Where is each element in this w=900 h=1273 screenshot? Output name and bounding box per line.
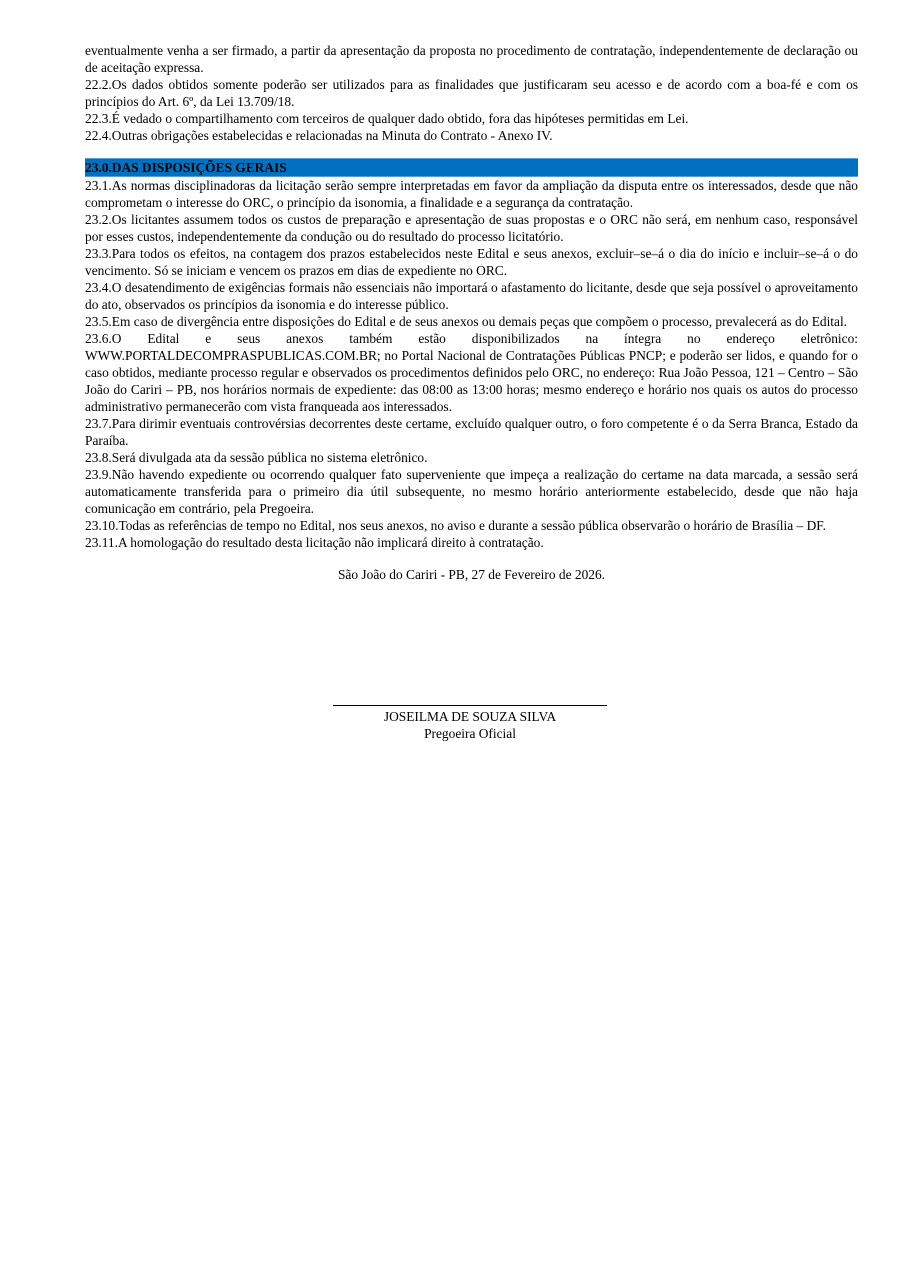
paragraph-23-1: 23.1.As normas disciplinadoras da licitação serão sempre interpretadas em favor da ampliação da disputa entre os interessados, desde que não comprometam o interesse do ORC, o princípio da isonomia, a finalidade e a segurança da contratação. [85, 178, 858, 210]
paragraph-23-3: 23.3.Para todos os efeitos, na contagem dos prazos estabelecidos neste Edital e seus anexos, excluir–se–á o dia do início e incluir–se–á o do vencimento. Só se iniciam e vencem os prazos em dias de expediente no ORC. [85, 246, 858, 278]
paragraph-22-4: 22.4.Outras obrigações estabelecidas e relacionadas na Minuta do Contrato - Anexo IV. [85, 128, 553, 143]
paragraph-22-1-tail: eventualmente venha a ser firmado, a partir da apresentação da proposta no procedimento de contratação, independentemente de declaração ou de aceitação expressa. [85, 43, 858, 75]
paragraph-23-10: 23.10.Todas as referências de tempo no Edital, nos seus anexos, no aviso e durante a sessão pública observarão o horário de Brasília – DF. [85, 518, 826, 533]
paragraph-22-3: 22.3.É vedado o compartilhamento com terceiros de qualquer dado obtido, fora das hipóteses permitidas em Lei. [85, 111, 689, 126]
paragraph-23-9: 23.9.Não havendo expediente ou ocorrendo qualquer fato superveniente que impeça a realização do certame na data marcada, a sessão será automaticamente transferida para o primeiro dia útil subsequente, no mesmo horário anteriormente estabelecido, desde que não haja comunicação em contrário, pela Pregoeira. [85, 467, 858, 516]
paragraph-23-2: 23.2.Os licitantes assumem todos os custos de preparação e apresentação de suas propostas e o ORC não será, em nenhum caso, responsável por esses custos, independentemente da condução ou do resultado do processo licitatório. [85, 212, 858, 244]
document-page [85, 42, 858, 583]
paragraph-23-4: 23.4.O desatendimento de exigências formais não essenciais não importará o afastamento do licitante, desde que seja possível o aproveitamento do ato, observados os princípios da isonomia e do interesse público. [85, 280, 858, 312]
signer-role: Pregoeira Oficial [424, 726, 516, 741]
signature-line [333, 705, 607, 706]
section-header-23: 23.0.DAS DISPOSIÇÕES GERAIS [85, 158, 858, 177]
paragraph-23-6-line1: 23.6.O Edital e seus anexos também estão disponibilizados na íntegra no endereço eletrônico: [85, 331, 858, 346]
paragraph-23-11: 23.11.A homologação do resultado desta licitação não implicará direito à contratação. [85, 535, 544, 550]
paragraph-23-7: 23.7.Para dirimir eventuais controvérsias decorrentes deste certame, excluído qualquer outro, o foro competente é o da Serra Branca, Estado da Paraíba. [85, 416, 858, 448]
paragraph-23-6-rest: WWW.PORTALDECOMPRASPUBLICAS.COM.BR; no Portal Nacional de Contratações Públicas PNCP; e poderão ser lidos, e quando for o caso obtidos, mediante processo regular e observados os procedimentos definidos pelo ORC, no endereço: Rua João Pessoa, 121 – Centro – São João do Cariri – PB, nos horários normais de expediente: das 08:00 as 13:00 horas; mesmo endereço e horário nos quais os autos do processo administrativo permanecerão com vista franqueada aos interessados. [85, 348, 858, 414]
place-date: São João do Cariri - PB, 27 de Fevereiro de 2026. [337, 567, 606, 582]
paragraph-22-2: 22.2.Os dados obtidos somente poderão ser utilizados para as finalidades que justificaram seu acesso e de acordo com a boa-fé e com os princípios do Art. 6º, da Lei 13.709/18. [85, 77, 858, 109]
signer-name: JOSEILMA DE SOUZA SILVA [383, 709, 557, 724]
paragraph-23-8: 23.8.Será divulgada ata da sessão pública no sistema eletrônico. [85, 450, 428, 465]
signature-block [333, 705, 607, 742]
paragraph-23-5: 23.5.Em caso de divergência entre disposições do Edital e de seus anexos ou demais peças que compõem o processo, prevalecerá as do Edital. [85, 314, 848, 329]
